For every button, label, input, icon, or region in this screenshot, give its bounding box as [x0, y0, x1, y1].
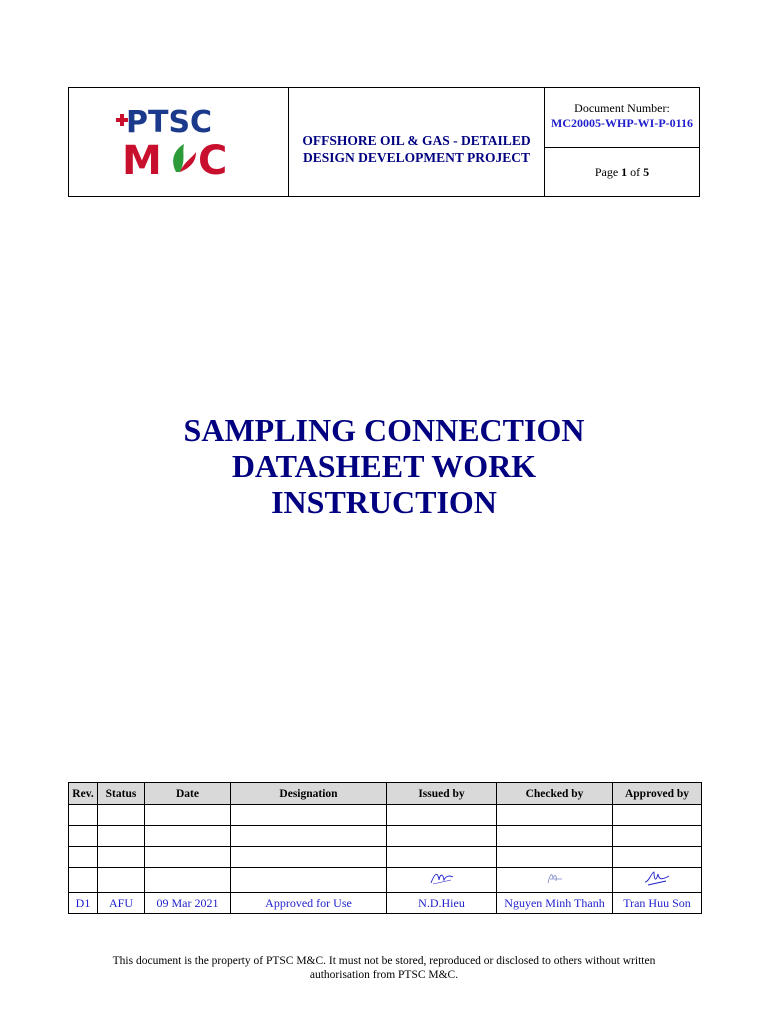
cell-rev: D1: [69, 893, 98, 914]
table-row-empty: [69, 847, 702, 868]
cell-status: AFU: [98, 893, 145, 914]
project-name-line1: OFFSHORE OIL & GAS - DETAILED: [302, 133, 531, 148]
ptsc-mc-logo-icon: [114, 102, 244, 182]
checked-by-signature-cell: [497, 868, 613, 893]
logo-text-m: M: [121, 138, 162, 182]
signature-row: [69, 868, 702, 893]
column-header-status: Status: [98, 783, 145, 805]
document-info-cell: [545, 88, 699, 196]
issued-by-signature-cell: [387, 868, 497, 893]
revision-table: [68, 782, 702, 914]
cell-date: 09 Mar 2021: [145, 893, 231, 914]
page-current: 1: [621, 164, 628, 179]
cell-issued-by: N.D.Hieu: [387, 893, 497, 914]
logo-text-c: C: [197, 138, 227, 182]
document-number-block: [545, 88, 699, 148]
table-row: [69, 893, 702, 914]
confidentiality-footer: [0, 954, 768, 982]
page-total: 5: [643, 164, 650, 179]
document-title: [0, 412, 768, 520]
revision-table-header-row: [69, 783, 702, 805]
title-line2: DATASHEET WORK: [231, 448, 537, 484]
cell-checked-by: Nguyen Minh Thanh: [497, 893, 613, 914]
logo-text-ptsc: PTSC: [125, 105, 212, 140]
column-header-approved-by: Approved by: [613, 783, 702, 805]
document-number-label: Document Number:: [574, 100, 670, 115]
footer-line2: authorisation from PTSC M&C.: [309, 969, 459, 981]
signature-icon: [642, 868, 672, 888]
column-header-checked-by: Checked by: [497, 783, 613, 805]
page-of: of: [630, 164, 641, 179]
signature-icon: [427, 868, 457, 888]
signature-icon: [540, 868, 570, 888]
column-header-issued-by: Issued by: [387, 783, 497, 805]
cell-approved-by: Tran Huu Son: [613, 893, 702, 914]
table-row-empty: [69, 826, 702, 847]
title-line3: INSTRUCTION: [271, 484, 497, 520]
cell-designation: Approved for Use: [231, 893, 387, 914]
document-header: [68, 87, 700, 197]
project-name-cell: [289, 88, 545, 196]
column-header-designation: Designation: [231, 783, 387, 805]
footer-line1: This document is the property of PTSC M&C. It must not be stored, reproduced or disclosed to others without written: [112, 955, 656, 967]
logo-cell: [69, 88, 289, 196]
column-header-rev: Rev.: [69, 783, 98, 805]
document-number: MC20005-WHP-WI-P-0116: [551, 115, 693, 130]
table-row-empty: [69, 805, 702, 826]
page-prefix: Page: [594, 164, 619, 179]
approved-by-signature-cell: [613, 868, 702, 893]
project-name-line2: DESIGN DEVELOPMENT PROJECT: [302, 150, 531, 165]
page-indicator: [545, 148, 699, 196]
title-line1: SAMPLING CONNECTION: [183, 412, 585, 448]
column-header-date: Date: [145, 783, 231, 805]
